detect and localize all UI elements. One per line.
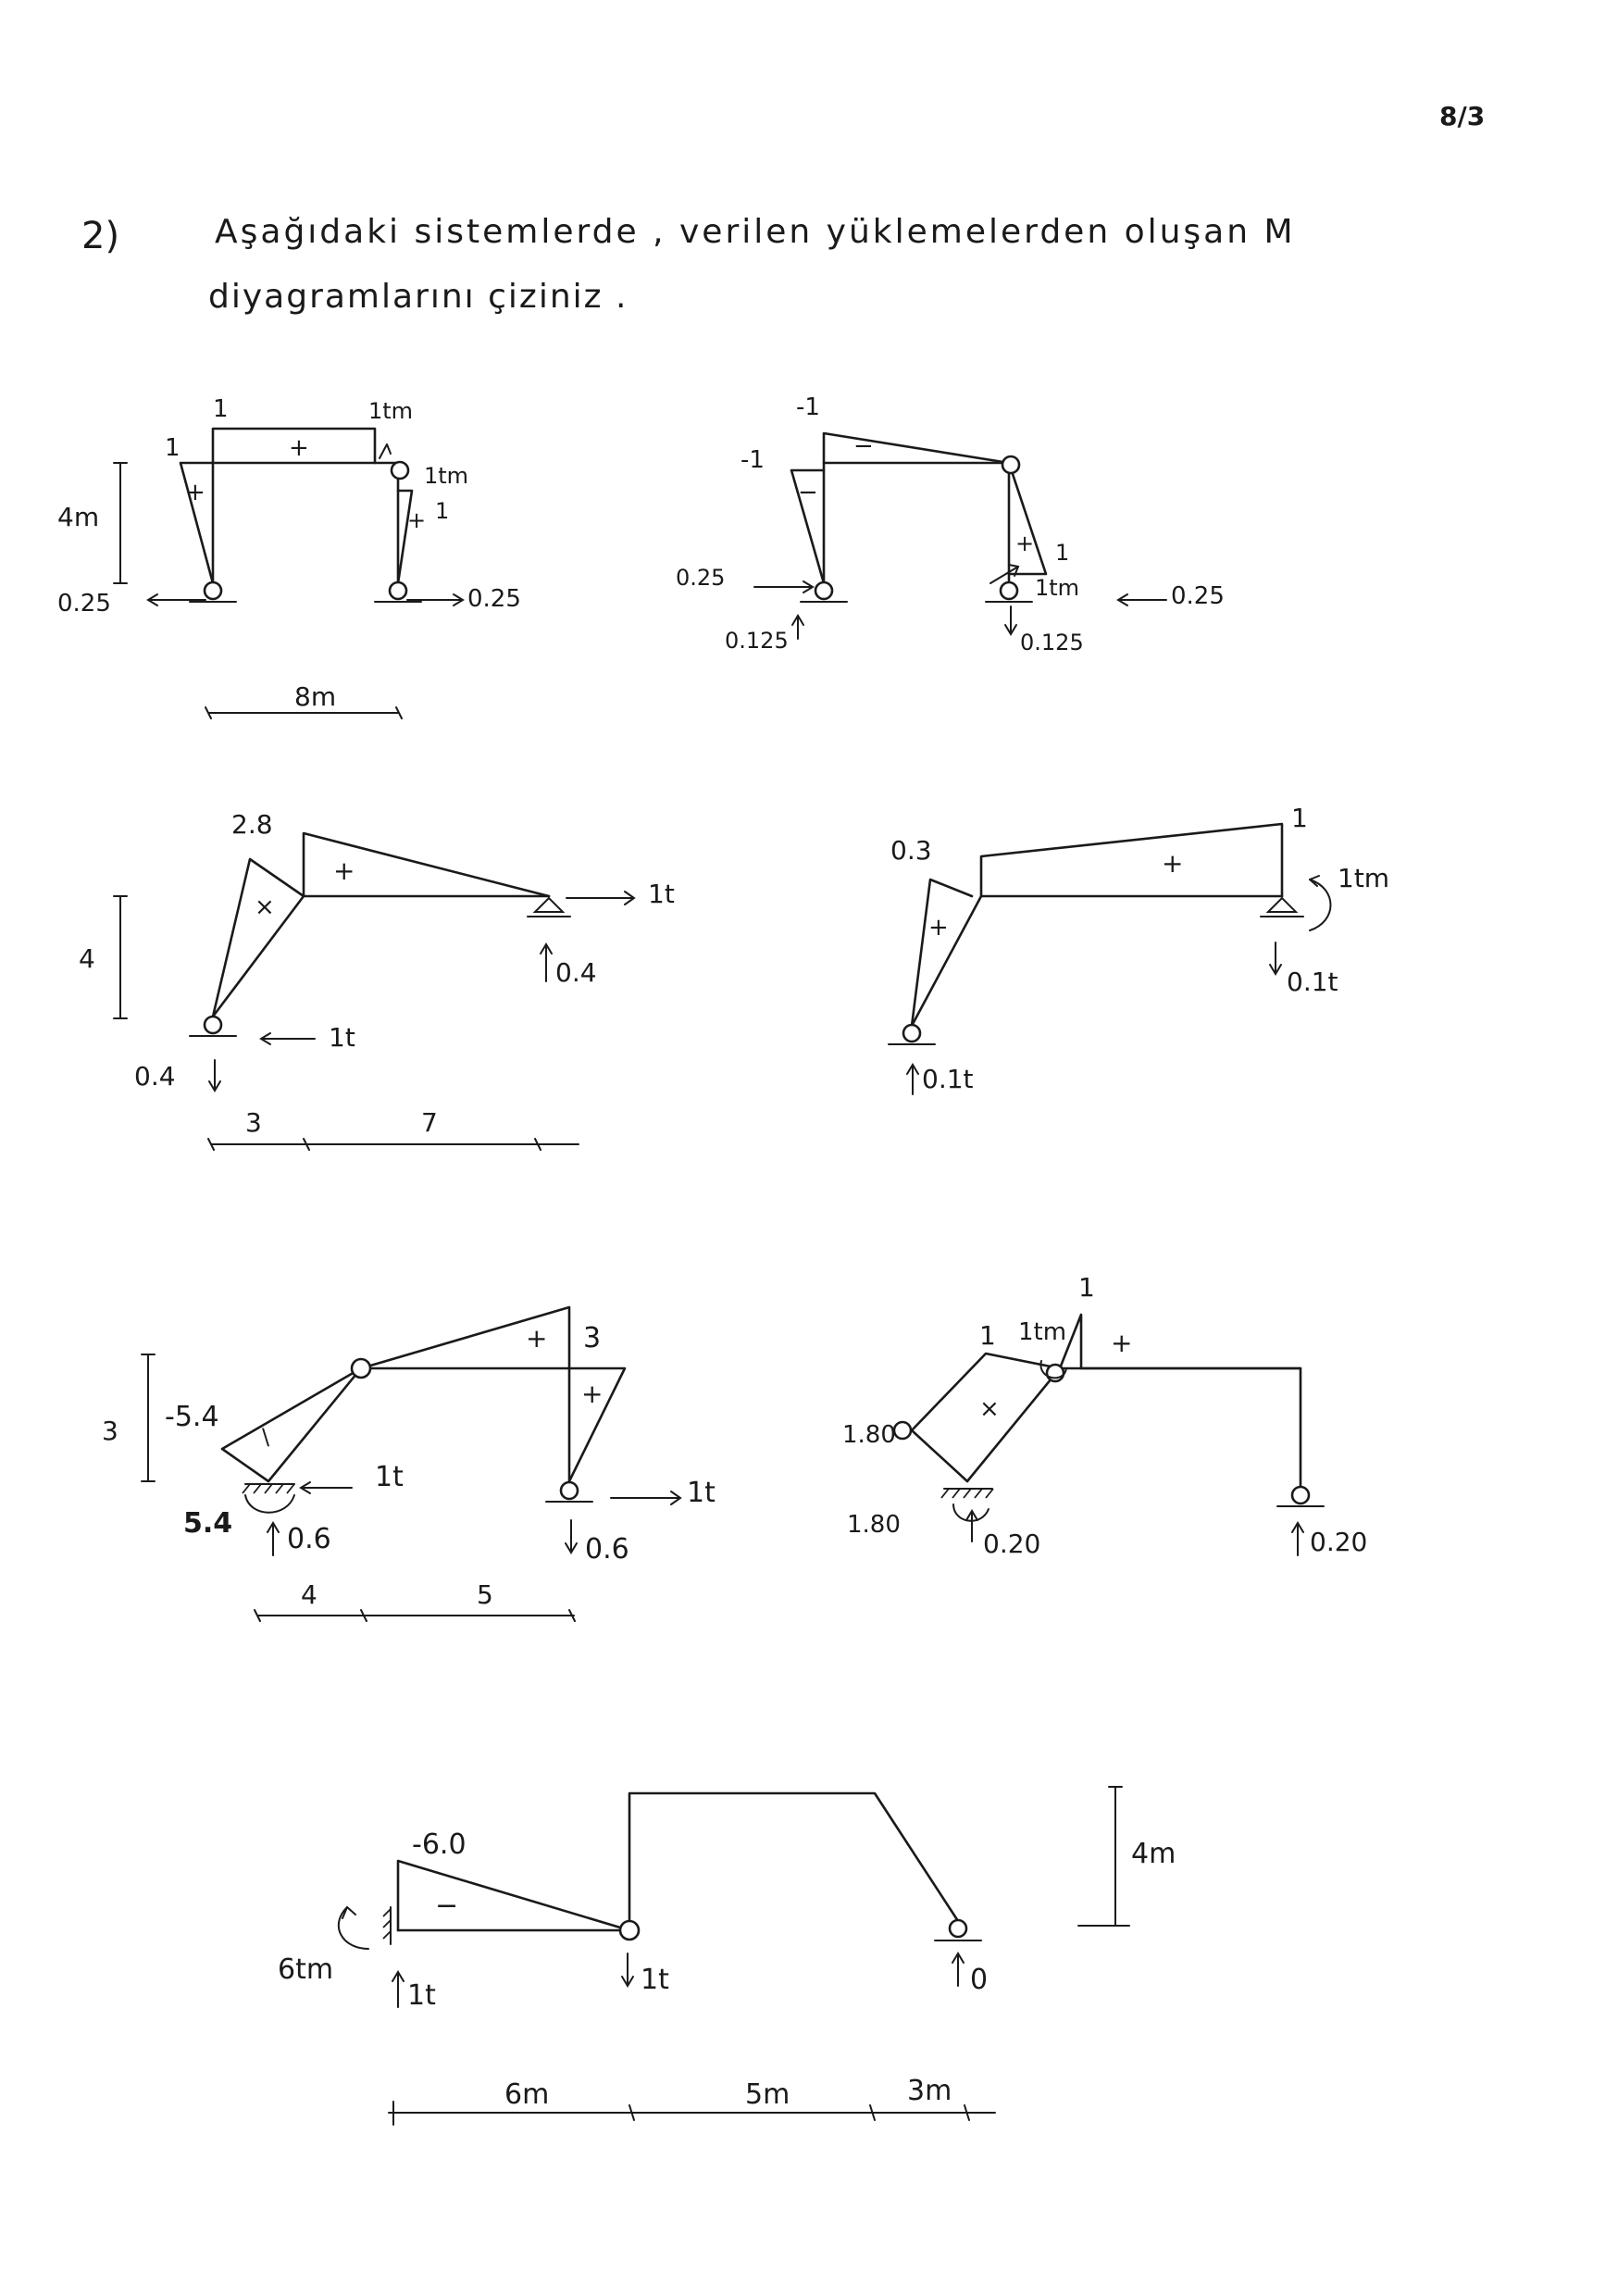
d5-sign-left: \ <box>262 1424 270 1450</box>
d1-moment-load: 1tm <box>368 398 414 424</box>
d3-v-left: 0.4 <box>134 1061 176 1092</box>
frame-diagram-7 <box>278 1787 1176 2125</box>
question-number: 2) <box>81 215 120 257</box>
d5-left-val: -5.4 <box>165 1401 219 1433</box>
d1-width: 8m <box>294 681 337 712</box>
frame-diagram-4 <box>889 803 1389 1094</box>
page-number: 8/3 <box>1439 101 1486 131</box>
d7-hinge-load: 1t <box>641 1964 669 1996</box>
d5-right-top: 3 <box>583 1322 602 1354</box>
d3-dim-a: 3 <box>245 1107 262 1138</box>
d1-sign-right: + <box>407 507 427 533</box>
d1-beam-top: 1 <box>213 395 229 423</box>
question-text-line2: diyagramlarını çiziniz . <box>208 278 629 316</box>
d3-h-left: 1t <box>329 1022 355 1053</box>
d7-left-val: -6.0 <box>412 1828 467 1861</box>
d4-sign-col: + <box>928 914 949 942</box>
d7-dim-b: 5m <box>745 2078 790 2111</box>
d3-v-right: 0.4 <box>555 957 597 988</box>
d2-beam-left: -1 <box>796 393 820 421</box>
d6-v-right: 0.20 <box>1310 1527 1368 1557</box>
d7-height: 4m <box>1131 1838 1176 1870</box>
d7-dim-a: 6m <box>504 2078 550 2111</box>
d4-v-left: 0.1t <box>922 1064 974 1094</box>
d5-sign-beam: + <box>526 1323 548 1354</box>
d1-left-top: 1 <box>165 434 180 462</box>
frame-diagram-1 <box>57 395 521 718</box>
d1-sign-beam: + <box>289 434 309 462</box>
d2-h-right: 0.25 <box>1171 582 1225 610</box>
d2-h-left: 0.25 <box>676 565 726 591</box>
d2-v-right: 0.125 <box>1020 630 1084 655</box>
d2-v-left: 0.125 <box>725 628 789 654</box>
frame-diagram-5 <box>102 1307 716 1621</box>
d5-h-right: 1t <box>687 1477 716 1509</box>
d6-sign-beam: + <box>1111 1328 1133 1358</box>
d7-v-left: 1t <box>407 1979 436 2012</box>
d3-dim-b: 7 <box>421 1107 438 1138</box>
d4-v-right: 0.1t <box>1287 967 1338 997</box>
d1-sign-left: + <box>185 479 205 506</box>
d5-h-left: 1t <box>375 1461 404 1493</box>
d6-v-left: 0.20 <box>983 1529 1041 1559</box>
d4-moment-load: 1tm <box>1338 863 1390 893</box>
d3-sign-beam: + <box>333 855 355 886</box>
d5-height: 3 <box>102 1416 118 1446</box>
d6-fixed-moment: 1.80 <box>847 1511 901 1539</box>
d3-height: 4 <box>79 943 95 974</box>
d2-sign-col: − <box>798 479 818 506</box>
frame-diagram-6 <box>842 1272 1367 1559</box>
d2-sign-beam: − <box>853 432 874 460</box>
d4-left-val: 0.3 <box>890 835 932 866</box>
d3-peak: 2.8 <box>231 809 273 840</box>
d5-v-left: 0.6 <box>287 1523 331 1555</box>
d1-right-moment: 1tm <box>424 463 469 489</box>
d3-h-load: 1t <box>648 879 675 909</box>
d2-col-top: -1 <box>741 446 765 474</box>
frame-diagram-3 <box>79 809 675 1150</box>
d5-dim-a: 4 <box>301 1579 317 1610</box>
d5-sign-col: + <box>581 1379 604 1409</box>
d7-v-right: 0 <box>970 1964 989 1996</box>
d1-right-reaction: 0.25 <box>467 585 521 613</box>
d6-sign-col: × <box>979 1395 1000 1423</box>
d5-v-right: 0.6 <box>585 1533 629 1566</box>
d7-sign: − <box>435 1890 459 1922</box>
d4-sign-beam: + <box>1162 848 1184 879</box>
d6-left-label: 1 <box>979 1320 996 1351</box>
d2-sign-right: + <box>1015 530 1035 556</box>
d1-left-reaction: 0.25 <box>57 590 111 618</box>
question-text-line1: Aşağıdaki sistemlerde , verilen yüklemelerden oluşan M <box>215 213 1296 251</box>
d2-moment-load: 1tm <box>1035 575 1080 601</box>
d2-right-val: 1 <box>1055 540 1070 566</box>
d6-moment-load: 1tm <box>1018 1318 1067 1346</box>
d4-right-val: 1 <box>1291 803 1308 833</box>
frame-diagram-2 <box>676 393 1225 655</box>
d5-fixed-moment: 5.4 <box>183 1507 233 1540</box>
d3-sign-col: × <box>255 893 275 921</box>
d1-height: 4m <box>57 502 100 532</box>
d6-top-val: 1 <box>1078 1272 1095 1303</box>
d5-dim-b: 5 <box>477 1579 493 1610</box>
d7-fixed-moment: 6tm <box>278 1953 334 1986</box>
d6-left-val: 1.80 <box>842 1421 896 1449</box>
d1-right-val: 1 <box>435 498 450 524</box>
d7-dim-c: 3m <box>907 2075 952 2107</box>
